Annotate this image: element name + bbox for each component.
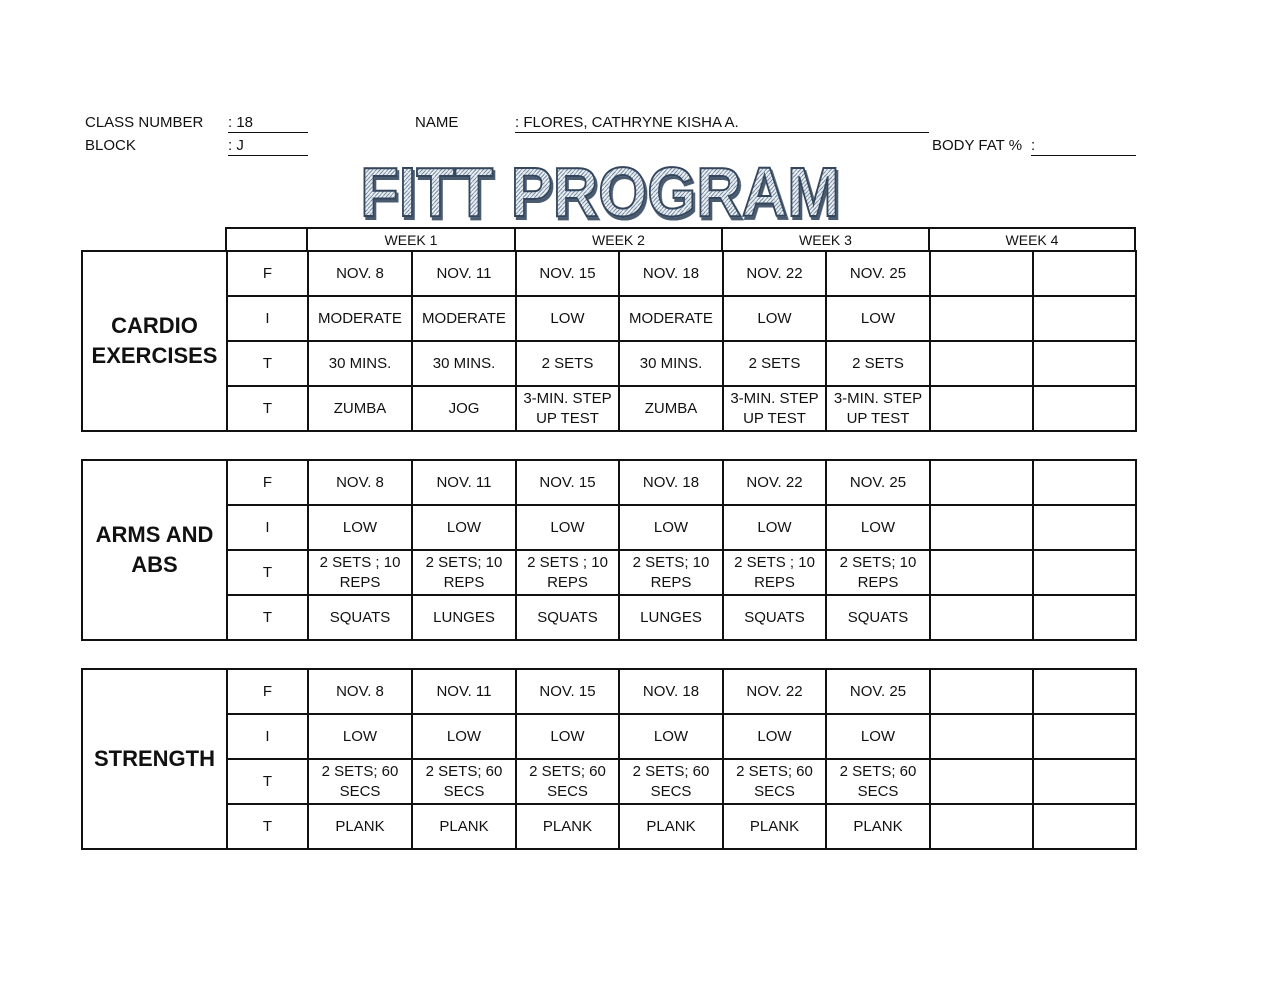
body-fat-value: : — [1031, 137, 1136, 156]
table-cell — [1033, 759, 1136, 804]
table-cell: LOW — [826, 714, 930, 759]
fitt-letter: F — [227, 460, 308, 505]
fitt-letter: T — [227, 550, 308, 595]
fitt-letter: T — [227, 341, 308, 386]
section-table — [81, 668, 1137, 850]
table-cell: 2 SETS; 60 SECS — [723, 759, 826, 804]
table-cell: 3-MIN. STEP UP TEST — [723, 386, 826, 431]
table-cell: ZUMBA — [308, 386, 412, 431]
table-cell: LOW — [516, 296, 619, 341]
table-cell: 2 SETS ; 10 REPS — [723, 550, 826, 595]
table-cell: NOV. 18 — [619, 669, 723, 714]
fitt-letter: T — [227, 386, 308, 431]
table-cell: 2 SETS ; 10 REPS — [516, 550, 619, 595]
week-header — [81, 227, 1136, 252]
table-cell: MODERATE — [619, 296, 723, 341]
table-cell — [930, 550, 1033, 595]
table-cell: 30 MINS. — [619, 341, 723, 386]
section-table — [81, 459, 1137, 641]
table-cell — [930, 341, 1033, 386]
table-cell: SQUATS — [516, 595, 619, 640]
table-cell: NOV. 11 — [412, 460, 516, 505]
table-cell — [1033, 386, 1136, 431]
table-cell: 2 SETS ; 10 REPS — [308, 550, 412, 595]
table-cell — [930, 296, 1033, 341]
table-cell — [1033, 251, 1136, 296]
table-cell: LOW — [723, 505, 826, 550]
table-cell: NOV. 15 — [516, 460, 619, 505]
fitt-letter: F — [227, 669, 308, 714]
table-cell: LUNGES — [619, 595, 723, 640]
table-cell: LOW — [619, 505, 723, 550]
table-cell — [1033, 505, 1136, 550]
table-cell: LUNGES — [412, 595, 516, 640]
table-cell: 3-MIN. STEP UP TEST — [516, 386, 619, 431]
table-cell: NOV. 15 — [516, 251, 619, 296]
table-cell — [1033, 341, 1136, 386]
table-cell: PLANK — [308, 804, 412, 849]
section-label: CARDIO EXERCISES — [82, 251, 227, 431]
table-cell: PLANK — [826, 804, 930, 849]
table-cell: LOW — [412, 714, 516, 759]
table-cell: NOV. 18 — [619, 460, 723, 505]
table-cell: NOV. 25 — [826, 251, 930, 296]
table-cell: 2 SETS — [516, 341, 619, 386]
table-cell: JOG — [412, 386, 516, 431]
table-cell — [1033, 550, 1136, 595]
table-cell: 30 MINS. — [412, 341, 516, 386]
table-cell: NOV. 22 — [723, 460, 826, 505]
table-cell: NOV. 22 — [723, 669, 826, 714]
table-cell — [930, 595, 1033, 640]
table-row — [82, 759, 1136, 804]
fitt-letter: F — [227, 251, 308, 296]
table-cell: LOW — [516, 714, 619, 759]
table-cell: LOW — [826, 505, 930, 550]
table-cell: PLANK — [619, 804, 723, 849]
table-row — [82, 251, 1136, 296]
table-cell: 2 SETS; 10 REPS — [412, 550, 516, 595]
table-cell: NOV. 11 — [412, 669, 516, 714]
section-label: STRENGTH — [82, 669, 227, 849]
table-cell: NOV. 25 — [826, 460, 930, 505]
table-cell: 2 SETS; 60 SECS — [826, 759, 930, 804]
table-cell: NOV. 15 — [516, 669, 619, 714]
table-cell — [930, 505, 1033, 550]
table-cell: NOV. 8 — [308, 460, 412, 505]
fitt-letter: I — [227, 296, 308, 341]
table-cell — [930, 460, 1033, 505]
fitt-letter: T — [227, 595, 308, 640]
table-cell: 2 SETS; 60 SECS — [516, 759, 619, 804]
table-cell: NOV. 8 — [308, 251, 412, 296]
table-cell: LOW — [412, 505, 516, 550]
table-cell: MODERATE — [412, 296, 516, 341]
blank-cell — [81, 228, 226, 251]
table-cell: 3-MIN. STEP UP TEST — [826, 386, 930, 431]
table-cell: 2 SETS; 60 SECS — [308, 759, 412, 804]
fitt-letter: I — [227, 714, 308, 759]
table-cell: MODERATE — [308, 296, 412, 341]
table-cell: NOV. 18 — [619, 251, 723, 296]
table-row — [82, 714, 1136, 759]
page-title: FITT PROGRAM — [357, 158, 843, 226]
table-cell: ZUMBA — [619, 386, 723, 431]
name-label: NAME — [415, 114, 459, 131]
table-cell: LOW — [723, 714, 826, 759]
section-label: ARMS AND ABS — [82, 460, 227, 640]
table-row — [82, 296, 1136, 341]
table-cell — [1033, 714, 1136, 759]
table-row — [82, 595, 1136, 640]
table-row — [82, 341, 1136, 386]
table-cell: LOW — [723, 296, 826, 341]
table-cell: NOV. 11 — [412, 251, 516, 296]
class-number-label: CLASS NUMBER — [85, 114, 204, 131]
table-cell — [1033, 669, 1136, 714]
table-cell: SQUATS — [723, 595, 826, 640]
table-cell: PLANK — [412, 804, 516, 849]
table-cell: PLANK — [723, 804, 826, 849]
table-cell: LOW — [308, 505, 412, 550]
block-label: BLOCK — [85, 137, 136, 154]
table-cell — [930, 714, 1033, 759]
table-cell — [1033, 296, 1136, 341]
table-cell: LOW — [308, 714, 412, 759]
table-cell: NOV. 25 — [826, 669, 930, 714]
class-number-value: : 18 — [228, 114, 308, 133]
table-cell: LOW — [826, 296, 930, 341]
table-cell — [1033, 804, 1136, 849]
week-2-header: WEEK 2 — [515, 228, 722, 251]
table-cell: LOW — [619, 714, 723, 759]
section-table — [81, 250, 1137, 432]
table-row — [82, 669, 1136, 714]
table-cell: 2 SETS; 10 REPS — [619, 550, 723, 595]
table-cell: 2 SETS — [826, 341, 930, 386]
table-row — [82, 386, 1136, 431]
table-cell — [930, 251, 1033, 296]
table-cell — [930, 804, 1033, 849]
table-cell: SQUATS — [308, 595, 412, 640]
week-1-header: WEEK 1 — [307, 228, 515, 251]
blank-cell — [226, 228, 307, 251]
block-value: : J — [228, 137, 308, 156]
fitt-letter: T — [227, 804, 308, 849]
table-cell: 2 SETS — [723, 341, 826, 386]
body-fat-label: BODY FAT % — [932, 137, 1023, 154]
table-cell: 2 SETS; 10 REPS — [826, 550, 930, 595]
table-cell: LOW — [516, 505, 619, 550]
fitt-letter: T — [227, 759, 308, 804]
table-cell — [1033, 595, 1136, 640]
table-row — [82, 550, 1136, 595]
table-cell: NOV. 22 — [723, 251, 826, 296]
table-cell — [930, 386, 1033, 431]
name-value: : FLORES, CATHRYNE KISHA A. — [515, 114, 929, 133]
table-cell: SQUATS — [826, 595, 930, 640]
table-row — [82, 460, 1136, 505]
table-cell: 30 MINS. — [308, 341, 412, 386]
table-row — [82, 804, 1136, 849]
week-4-header: WEEK 4 — [929, 228, 1135, 251]
table-cell — [1033, 460, 1136, 505]
fitt-letter: I — [227, 505, 308, 550]
table-cell: 2 SETS; 60 SECS — [619, 759, 723, 804]
table-cell — [930, 759, 1033, 804]
table-cell: PLANK — [516, 804, 619, 849]
table-row — [82, 505, 1136, 550]
table-cell — [930, 669, 1033, 714]
table-cell: 2 SETS; 60 SECS — [412, 759, 516, 804]
week-3-header: WEEK 3 — [722, 228, 929, 251]
table-cell: NOV. 8 — [308, 669, 412, 714]
